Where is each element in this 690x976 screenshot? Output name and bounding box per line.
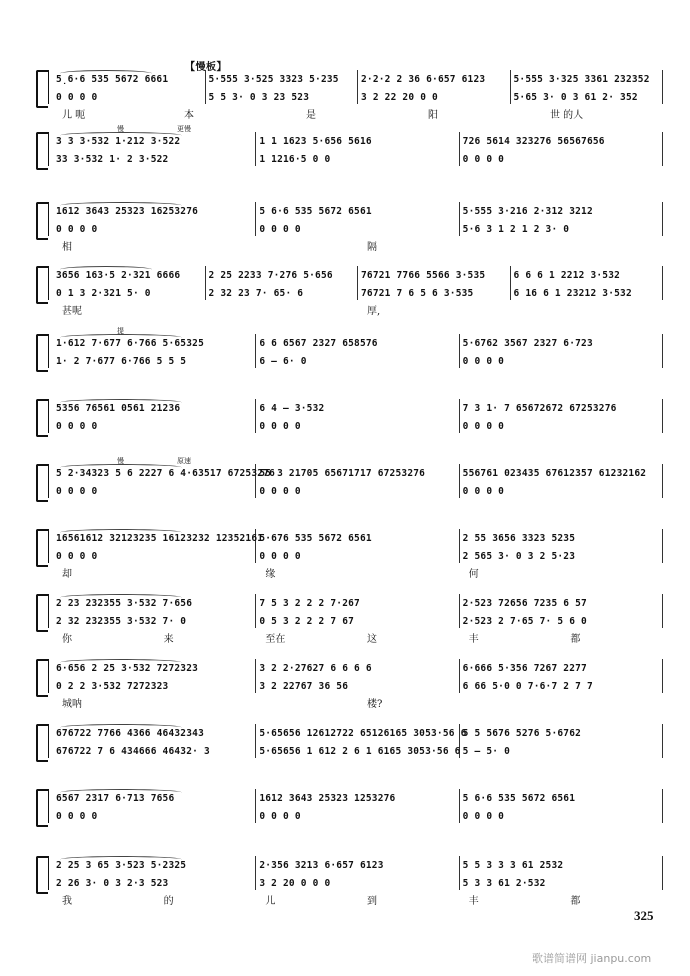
- upper-measure: 2 25 2233 7·276 5·656: [208, 270, 333, 281]
- barline: [662, 724, 663, 758]
- barline: [48, 334, 49, 368]
- barline: [255, 132, 256, 166]
- score-system: [0, 785, 690, 831]
- system-brace: [36, 856, 48, 894]
- score-system: [0, 125, 690, 174]
- score-system: [0, 262, 690, 317]
- barline: [48, 789, 49, 823]
- lower-measure: 0 0 0 0: [462, 811, 505, 822]
- lower-measure: 0 0 0 0: [56, 551, 98, 562]
- upper-measure: 6·666 5·356 7267 2277: [462, 663, 587, 674]
- upper-measure: 5·676 535 5672 6561: [259, 533, 372, 544]
- barline: [459, 334, 460, 368]
- upper-measure: 5·65656 12612722 65126165 3053·56 6: [259, 728, 467, 739]
- barline: [48, 399, 49, 433]
- upper-measure: 5 5 3 3 3 61 2532: [462, 860, 564, 871]
- tempo-marking: 【慢板】: [185, 62, 227, 73]
- barline: [662, 399, 663, 433]
- lower-measure: 1· 2 7·677 6·766 5 5 5: [56, 356, 187, 367]
- barline: [48, 724, 49, 758]
- barline: [255, 789, 256, 823]
- lower-measure: 1 1216·5 0 0: [259, 154, 331, 165]
- upper-measure: 55 3 21705 65671717 67253276: [259, 468, 426, 479]
- upper-measure: 2·2·2 2 36 6·657 6123: [361, 74, 486, 85]
- lower-measure: 3 2 22767 36 56: [259, 681, 349, 692]
- lyric-syllable: 至在: [265, 634, 286, 645]
- lyric-syllable: 楼?: [367, 699, 383, 710]
- lower-measure: 76721 7 6 5 6 3·535: [361, 288, 474, 299]
- slur-mark: [60, 659, 182, 666]
- lower-measure: 676722 7 6 434666 46432· 3: [56, 746, 210, 757]
- upper-measure: 5356 76561 0561 21236: [56, 403, 181, 414]
- lower-measure: 0 2 2 3·532 7272323: [56, 681, 169, 692]
- barline: [510, 266, 511, 300]
- lower-measure: 3 2 22 20 0 0: [361, 92, 438, 103]
- slur-mark: [60, 202, 182, 209]
- score-system: [0, 525, 690, 580]
- lower-measure: 2 26 3· 0 3 2·3 523: [56, 878, 169, 889]
- lyric-syllable: 城呐: [62, 699, 82, 710]
- lower-measure: 0 0 0 0: [462, 486, 505, 497]
- upper-measure: 5 2·34323 5 6 2227 6 4·63517 67253276: [56, 468, 276, 479]
- barline: [662, 132, 663, 166]
- lower-measure: 6 66 5·0 0 7·6·7 2 7 7: [462, 681, 593, 692]
- upper-measure: 6 6 6567 2327 658576: [259, 338, 378, 349]
- lyric-syllable: 来: [163, 634, 174, 645]
- barline: [255, 594, 256, 628]
- lower-measure: 33 3·532 1· 2 3·522: [56, 154, 169, 165]
- upper-measure: 5 5 5676 5276 5·6762: [462, 728, 582, 739]
- system-brace: [36, 594, 48, 632]
- lyric-syllable: 世 的人: [550, 110, 584, 121]
- lower-measure: 0 0 0 0: [259, 486, 301, 497]
- upper-measure: 2·356 3213 6·657 6123: [259, 860, 384, 871]
- lower-measure: 0 0 0 0: [462, 421, 505, 432]
- lower-measure: 2 565 3· 0 3 2 5·23: [462, 551, 576, 562]
- barline: [48, 529, 49, 563]
- upper-measure: 2 25 3 65 3·523 5·2325: [56, 860, 187, 871]
- lower-measure: 0 1 3 2·321 5· 0: [56, 288, 151, 299]
- score-system: [0, 852, 690, 907]
- slur-mark: [60, 789, 182, 796]
- upper-measure: 7 3 1· 7 65672672 67253276: [462, 403, 617, 414]
- upper-measure: 3656 163·5 2·321 6666: [56, 270, 181, 281]
- barline: [459, 464, 460, 498]
- upper-measure: 5̣6·6 535 5672 6661: [56, 74, 169, 85]
- barline: [459, 789, 460, 823]
- lyric-syllable: 隔: [367, 242, 377, 253]
- lower-measure: 5·6 3 1 2 1 2 3· 0: [462, 224, 570, 235]
- upper-measure: 5 6·6 535 5672 6561: [462, 793, 576, 804]
- lower-measure: 0 0 0 0: [56, 92, 98, 103]
- score-system: [0, 590, 690, 645]
- watermark-text: 歌谱简谱网 jianpu.com: [532, 952, 652, 965]
- performance-marking: 原速: [177, 457, 191, 465]
- lyric-syllable: 都: [570, 634, 581, 645]
- lower-measure: 0 0 0 0: [56, 486, 98, 497]
- barline: [662, 856, 663, 890]
- lyric-syllable: 都: [570, 896, 581, 907]
- lower-measure: 0 5 3 2 2 2 7 67: [259, 616, 355, 627]
- system-brace: [36, 529, 48, 567]
- system-brace: [36, 70, 48, 108]
- system-brace: [36, 399, 48, 437]
- upper-measure: 7 5 3 2 2 2 7·267: [259, 598, 360, 609]
- lyric-syllable: 这: [367, 634, 377, 645]
- system-brace: [36, 724, 48, 762]
- barline: [357, 70, 358, 104]
- barline: [255, 399, 256, 433]
- lower-measure: 0 0 0 0: [259, 811, 301, 822]
- upper-measure: 6 6 6 1 2212 3·532: [513, 270, 621, 281]
- barline: [48, 594, 49, 628]
- barline: [459, 202, 460, 236]
- lower-measure: 5 — 5· 0: [462, 746, 511, 757]
- lower-measure: 0 0 0 0: [462, 356, 505, 367]
- barline: [205, 70, 206, 104]
- lyric-syllable: 是: [306, 110, 316, 121]
- barline: [662, 529, 663, 563]
- system-brace: [36, 464, 48, 502]
- upper-measure: 16561612 32123235 16123232 12352161: [56, 533, 264, 544]
- barline: [459, 594, 460, 628]
- barline: [459, 659, 460, 693]
- lower-measure: 5 3 3 61 2·532: [462, 878, 546, 889]
- system-brace: [36, 202, 48, 240]
- system-brace: [36, 132, 48, 170]
- barline: [48, 202, 49, 236]
- upper-measure: 1612 3643 25323 1253276: [259, 793, 396, 804]
- performance-marking: 提: [117, 327, 124, 335]
- barline: [662, 202, 663, 236]
- lyric-syllable: 儿 呃: [62, 110, 86, 121]
- score-system: [0, 327, 690, 376]
- barline: [662, 594, 663, 628]
- slur-mark: [60, 856, 182, 863]
- barline: [662, 266, 663, 300]
- barline: [662, 70, 663, 104]
- lyric-syllable: 丰: [468, 634, 479, 645]
- lower-measure: 5 5 3· 0 3 23 523: [208, 92, 310, 103]
- upper-measure: 5·6762 3567 2327 6·723: [462, 338, 593, 349]
- barline: [459, 399, 460, 433]
- performance-marking: 更慢: [177, 125, 191, 133]
- lyric-syllable: 丰: [468, 896, 479, 907]
- barline: [48, 132, 49, 166]
- lower-measure: 2·523 2 7·65 7· 5 6 0: [462, 616, 587, 627]
- lyric-syllable: 甚呢: [62, 306, 82, 317]
- upper-measure: 2 23 232355 3·532 7·656: [56, 598, 193, 609]
- lower-measure: 0 0 0 0: [462, 154, 505, 165]
- barline: [459, 529, 460, 563]
- lower-measure: 5·65 3· 0 3 61 2· 352: [513, 92, 638, 103]
- lower-measure: 3 2 20 0 0 0: [259, 878, 331, 889]
- lower-measure: 6 — 6· 0: [259, 356, 307, 367]
- lower-measure: 2 32 232355 3·532 7· 0: [56, 616, 187, 627]
- lower-measure: 0 0 0 0: [259, 421, 301, 432]
- system-brace: [36, 334, 48, 372]
- lyric-syllable: 你: [62, 634, 72, 645]
- barline: [255, 334, 256, 368]
- slur-mark: [60, 529, 182, 536]
- barline: [459, 132, 460, 166]
- upper-measure: 676722 7766 4366 46432343: [56, 728, 204, 739]
- upper-measure: 6567 2317 6·713 7656: [56, 793, 175, 804]
- upper-measure: 3 2 2·27627 6 6 6 6: [259, 663, 372, 674]
- lyric-syllable: 阳: [428, 110, 438, 121]
- barline: [255, 659, 256, 693]
- upper-measure: 1612 3643 25323 16253276: [56, 206, 199, 217]
- upper-measure: 6 4 — 3·532: [259, 403, 325, 414]
- barline: [357, 266, 358, 300]
- system-brace: [36, 789, 48, 827]
- upper-measure: 3 3 3·532 1·212 3·522: [56, 136, 181, 147]
- barline: [48, 70, 49, 104]
- upper-measure: 76721 7766 5566 3·535: [361, 270, 486, 281]
- performance-marking: 慢: [117, 125, 124, 133]
- lower-measure: 0 0 0 0: [56, 224, 98, 235]
- lyric-syllable: 儿: [265, 896, 276, 907]
- upper-measure: 5 6·6 535 5672 6561: [259, 206, 372, 217]
- lower-measure: 2 32 23 7· 65· 6: [208, 288, 304, 299]
- lower-measure: 0 0 0 0: [259, 224, 301, 235]
- lower-measure: 6 16 6 1 23212 3·532: [513, 288, 632, 299]
- upper-measure: 2·523 72656 7235 6 57: [462, 598, 587, 609]
- lower-measure: 0 0 0 0: [56, 811, 98, 822]
- lyric-syllable: 却: [62, 569, 72, 580]
- lower-measure: 0 0 0 0: [56, 421, 98, 432]
- upper-measure: 726 5614 323276 56567656: [462, 136, 605, 147]
- system-brace: [36, 266, 48, 304]
- barline: [255, 856, 256, 890]
- upper-measure: 5·555 3·325 3361 232352: [513, 74, 650, 85]
- performance-marking: 慢: [117, 457, 124, 465]
- barline: [662, 659, 663, 693]
- upper-measure: 5·555 3·216 2·312 3212: [462, 206, 593, 217]
- score-system: [0, 457, 690, 506]
- lyric-syllable: 我: [62, 896, 72, 907]
- slur-mark: [60, 266, 152, 273]
- barline: [662, 334, 663, 368]
- barline: [205, 266, 206, 300]
- score-system: [0, 198, 690, 253]
- barline: [662, 789, 663, 823]
- page-number: 325: [634, 908, 654, 923]
- barline: [662, 464, 663, 498]
- barline: [459, 856, 460, 890]
- upper-measure: 556761 023435 67612357 61232162: [462, 468, 647, 479]
- barline: [510, 70, 511, 104]
- slur-mark: [60, 594, 182, 601]
- upper-measure: 1·612 7·677 6·766 5·65325: [56, 338, 204, 349]
- slur-mark: [60, 399, 182, 406]
- score-system: [0, 395, 690, 441]
- barline: [48, 266, 49, 300]
- barline: [255, 202, 256, 236]
- score-system: [0, 66, 690, 121]
- upper-measure: 6·656 2 25 3·532 7272323: [56, 663, 199, 674]
- barline: [48, 659, 49, 693]
- barline: [255, 724, 256, 758]
- lyric-syllable: 相: [62, 242, 72, 253]
- slur-mark: [60, 70, 152, 77]
- barline: [48, 856, 49, 890]
- barline: [48, 464, 49, 498]
- lyric-syllable: 何: [468, 569, 479, 580]
- slur-mark: [60, 724, 182, 731]
- lyric-syllable: 厚,: [367, 306, 381, 317]
- upper-measure: 1 1 1623 5·656 5616: [259, 136, 372, 147]
- system-brace: [36, 659, 48, 697]
- lyric-syllable: 的: [163, 896, 174, 907]
- lower-measure: 5·65656 1 612 2 6 1 6165 3053·56 6: [259, 746, 461, 757]
- lyric-syllable: 本: [184, 110, 194, 121]
- lyric-syllable: 到: [367, 896, 377, 907]
- score-system: [0, 720, 690, 766]
- lyric-syllable: 缘: [265, 569, 276, 580]
- upper-measure: 2 55 3656 3323 5235: [462, 533, 576, 544]
- score-system: [0, 655, 690, 710]
- lower-measure: 0 0 0 0: [259, 551, 301, 562]
- upper-measure: 5·555 3·525 3323 5·235: [208, 74, 339, 85]
